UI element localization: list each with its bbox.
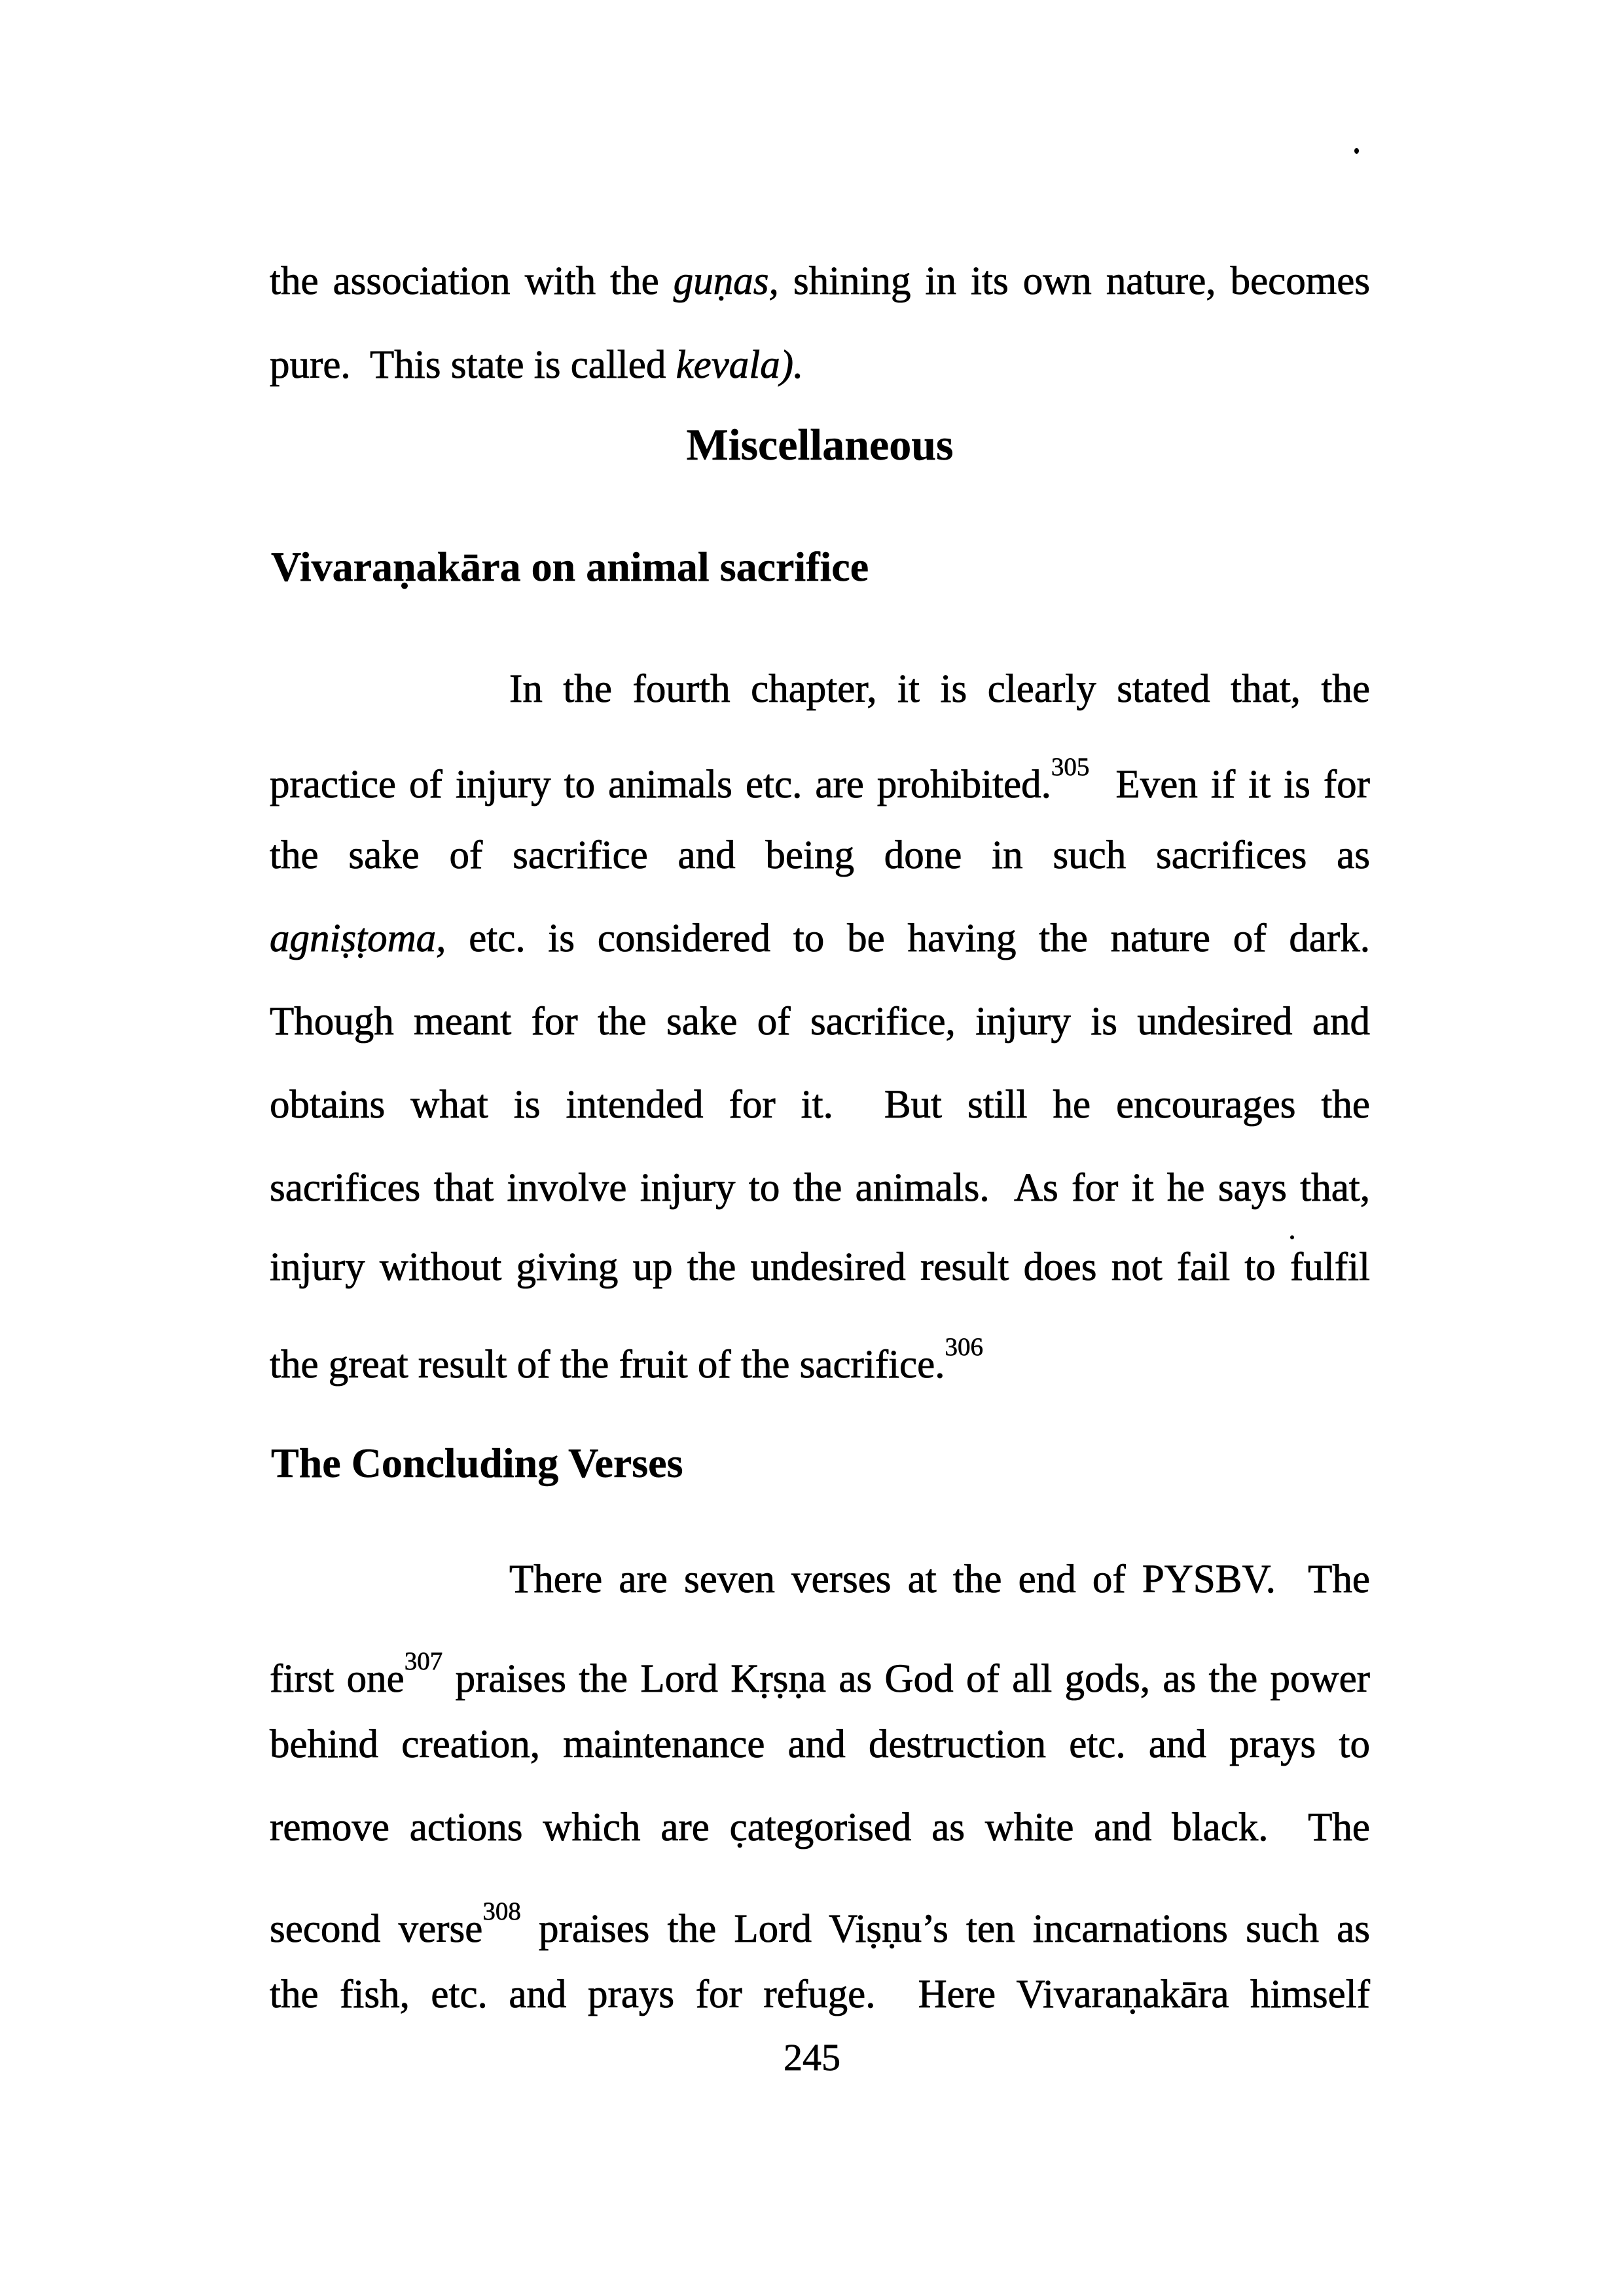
body-text: practice of injury to animals etc. are prohibited.: [270, 763, 1051, 807]
body-line: behind creation, maintenance and destruction etc. and prays to: [270, 1722, 1370, 1766]
body-text: second verse: [270, 1907, 483, 1951]
body-line: [270, 917, 1370, 960]
section-heading: Miscellaneous: [686, 420, 954, 469]
body-line: obtains what is intended for it. But still he encourages the: [270, 1083, 1370, 1127]
body-text: praises the Lord Kṛṣṇa as God of all gods, as the power: [442, 1657, 1370, 1701]
body-line: the sake of sacrifice and being done in such sacrifices as: [270, 833, 1370, 877]
body-text: praises the Lord Viṣṇu’s ten incarnations such as: [520, 1907, 1370, 1951]
body-line: [270, 746, 1370, 807]
body-line-paragraph-end: [270, 1326, 1370, 1387]
body-text: the association with the: [270, 259, 674, 303]
footnote-ref-305: 305: [1051, 753, 1090, 781]
body-text: etc. is considered to be having the nature of dark.: [446, 917, 1370, 960]
italic-term-kevala: kevala).: [676, 343, 804, 387]
scan-speck: [1290, 1235, 1294, 1239]
page-number: 245: [784, 2036, 840, 2079]
body-line: injury without giving up the undesired result does not fail to fulfil: [270, 1245, 1370, 1289]
body-line: remove actions which are c̣ategorised as white and black. The: [270, 1806, 1370, 1850]
body-text: Even if it is for: [1089, 763, 1370, 807]
footnote-ref-306: 306: [945, 1333, 983, 1361]
body-line: the fish, etc. and prays for refuge. Here Vivaraṇakāra himself: [270, 1973, 1370, 2016]
body-line: sacrifices that involve injury to the animals. As for it he says that,: [270, 1166, 1370, 1210]
body-text: shining in its own nature, becomes: [778, 259, 1371, 303]
body-line-paragraph-start: In the fourth chapter, it is clearly stated that, the: [509, 667, 1370, 711]
subheading-vivaranakara: Vivaraṇakāra on animal sacrifice: [271, 543, 869, 590]
body-line-paragraph-start: There are seven verses at the end of PYSBV. The: [509, 1558, 1370, 1601]
body-line: [270, 344, 1370, 387]
body-text: the great result of the fruit of the sacrifice.: [270, 1343, 945, 1387]
scan-speck: [1354, 148, 1359, 154]
subheading-concluding-verses: The Concluding Verses: [271, 1440, 683, 1486]
body-line: Though meant for the sake of sacrifice, injury is undesired and: [270, 1000, 1370, 1044]
body-line: [270, 1890, 1370, 1951]
body-line: [270, 260, 1370, 303]
italic-term-agnistoma: agniṣṭoma,: [270, 917, 446, 960]
body-text: first one: [270, 1657, 405, 1701]
body-line: [270, 1640, 1370, 1701]
footnote-ref-307: 307: [404, 1647, 443, 1675]
body-text: pure. This state is called: [270, 343, 676, 387]
footnote-ref-308: 308: [482, 1897, 521, 1925]
italic-term-gunas: guṇas,: [673, 259, 779, 303]
